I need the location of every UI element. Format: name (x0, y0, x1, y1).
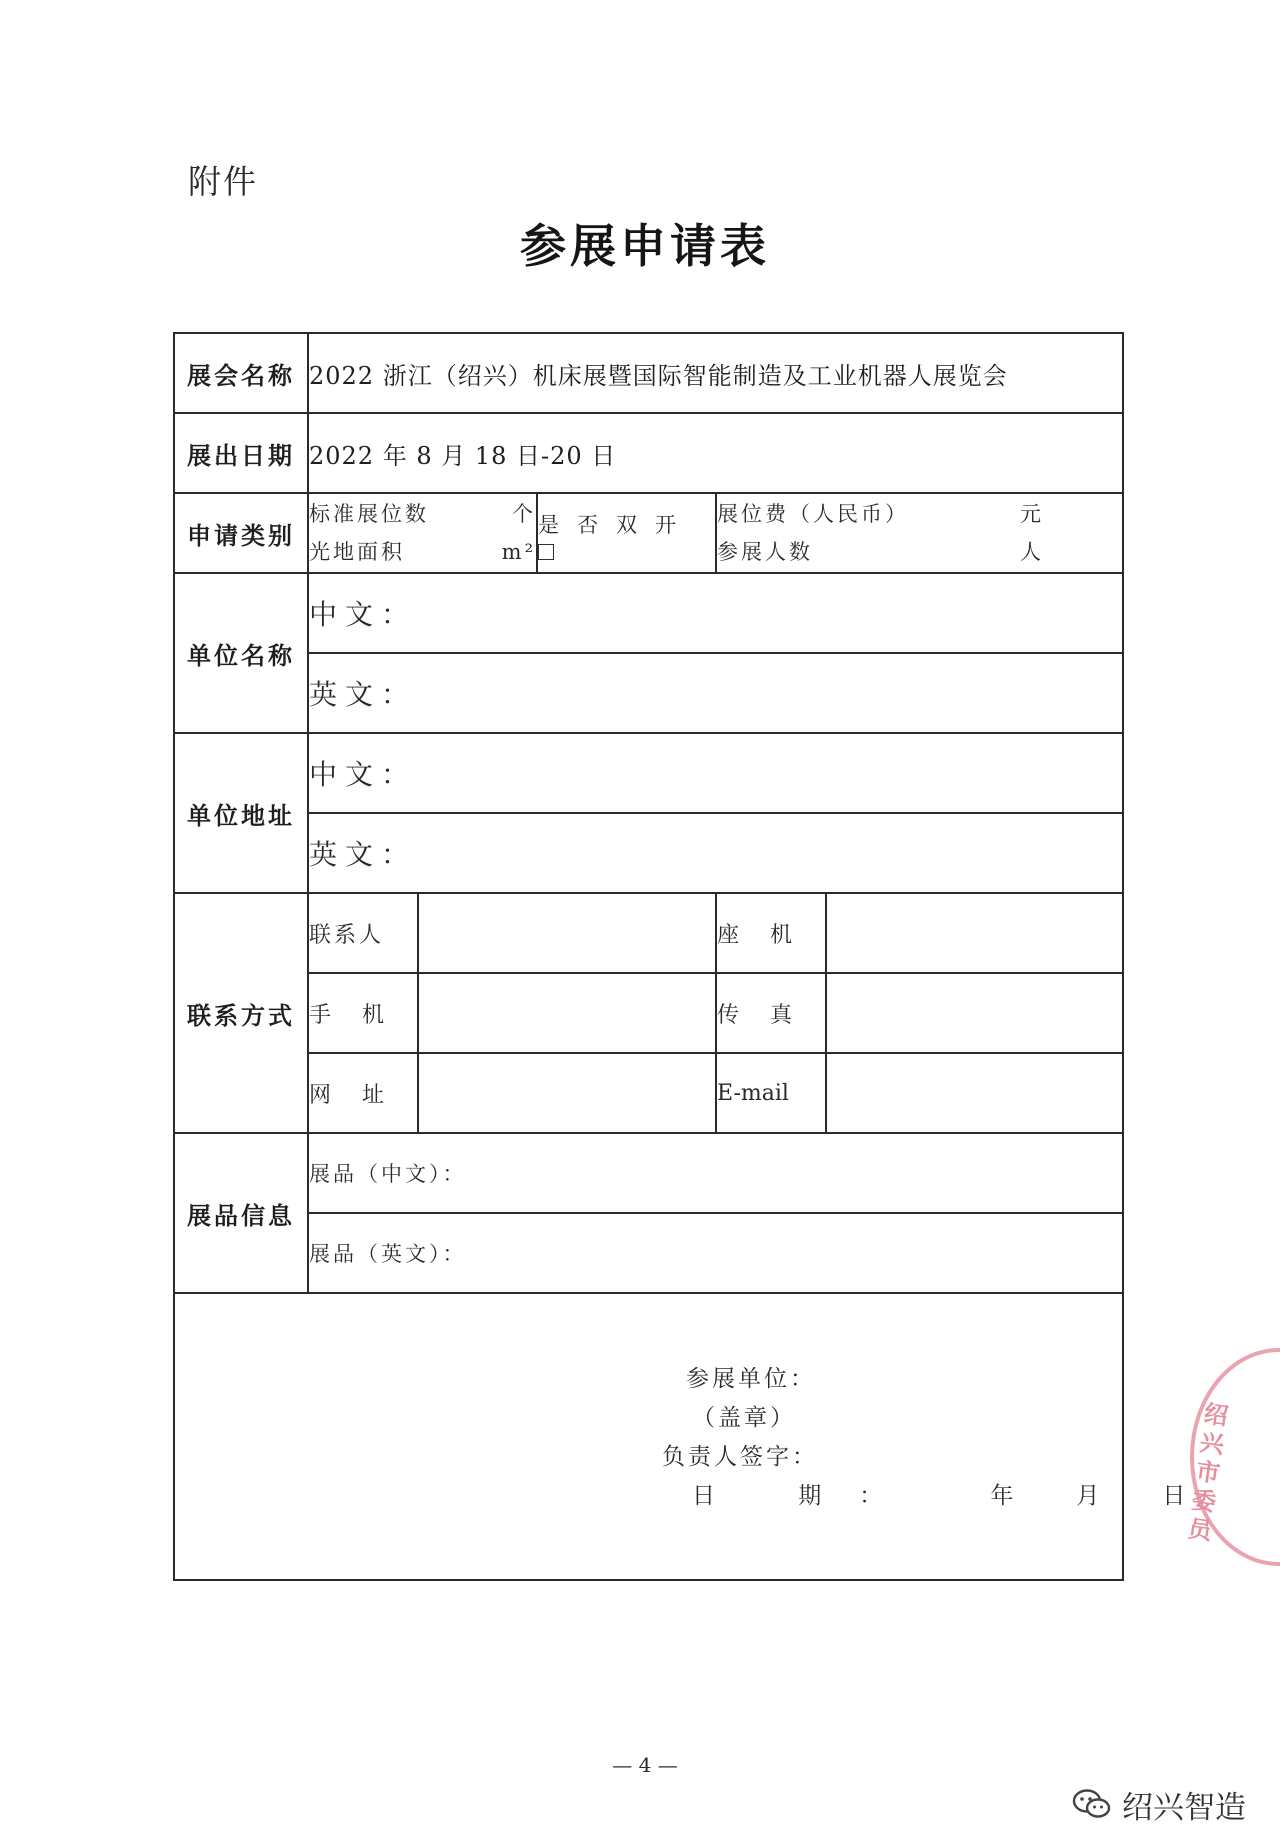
exhibitor-unit-label: 参展单位： (686, 1366, 816, 1392)
mobile-field[interactable] (418, 973, 716, 1053)
email-field[interactable] (826, 1053, 1123, 1133)
email-label: E-mail (716, 1053, 826, 1133)
contact-row-2 (174, 973, 1123, 1053)
attachment-label: 附件 (188, 162, 258, 201)
website-label: 网 址 (308, 1053, 418, 1133)
brand-watermark (1072, 1782, 1246, 1827)
company-name-en-field[interactable]: 英文： (308, 653, 1123, 733)
contact-row-1 (174, 893, 1123, 973)
wechat-icon (1072, 1788, 1112, 1822)
contact-row-3 (174, 1053, 1123, 1133)
brand-name: 绍兴智造 (1122, 1790, 1246, 1826)
company-address-label: 单位地址 (174, 733, 308, 893)
fee-cell[interactable] (716, 493, 1123, 573)
company-address-cn-field[interactable]: 中文： (308, 733, 1123, 813)
sign-month-label: 月 (1076, 1483, 1103, 1509)
exhibition-name-label: 展会名称 (174, 333, 308, 413)
double-open-label: 是否双开 (538, 513, 694, 537)
exhibition-row (174, 333, 1123, 413)
attendees-label: 参展人数 (717, 540, 813, 564)
exhibits-en-row (174, 1213, 1123, 1293)
exhibits-cn-field[interactable]: 展品（中文）： (308, 1133, 1123, 1213)
booth-fee-unit: 元 (1020, 502, 1045, 526)
page-title: 参展申请表 (520, 219, 770, 273)
exhibits-label: 展品信息 (174, 1133, 308, 1293)
page-number: — 4 — (612, 1753, 678, 1777)
standard-booths-unit: 个 (512, 502, 536, 526)
sign-day-label: 日 (1162, 1483, 1189, 1509)
company-address-row (174, 733, 1123, 813)
sign-year-label: 年 (990, 1483, 1017, 1509)
dates-row (174, 413, 1123, 493)
stamp-label: （盖章） (692, 1405, 796, 1431)
exhibits-en-field[interactable]: 展品（英文）： (308, 1213, 1123, 1293)
company-name-row (174, 573, 1123, 653)
dates-label: 展出日期 (174, 413, 308, 493)
sign-date-label: 日 期： (692, 1483, 921, 1509)
fax-field[interactable] (826, 973, 1123, 1053)
booth-fee-label: 展位费（人民币） (717, 502, 909, 526)
exhibits-row (174, 1133, 1123, 1213)
fax-label: 传 真 (716, 973, 826, 1053)
seal-text: 绍兴市委员 (1186, 1398, 1231, 1546)
contact-person-label: 联系人 (308, 893, 418, 973)
contact-label: 联系方式 (174, 893, 308, 1133)
sign-date-row (662, 1477, 1188, 1516)
open-area-label: 光地面积 (309, 540, 405, 564)
dates-value: 2022 年 8 月 18 日-20 日 (308, 413, 1123, 493)
company-name-cn-field[interactable]: 中文： (308, 573, 1123, 653)
landline-field[interactable] (826, 893, 1123, 973)
signature-area (174, 1293, 1189, 1580)
booth-count-cell[interactable] (308, 493, 537, 573)
landline-label: 座 机 (716, 893, 826, 973)
signature-row (174, 1293, 1123, 1580)
open-area-unit: m² (501, 540, 536, 564)
website-field[interactable] (418, 1053, 716, 1133)
exhibition-name-value: 2022 浙江（绍兴）机床展暨国际智能制造及工业机器人展览会 (308, 333, 1123, 413)
company-name-en-row (174, 653, 1123, 733)
category-label: 申请类别 (174, 493, 308, 573)
company-name-label: 单位名称 (174, 573, 308, 733)
standard-booths-label: 标准展位数 (309, 502, 429, 526)
category-row (174, 493, 1123, 573)
signer-label: 负责人签字： (662, 1444, 818, 1470)
contact-person-field[interactable] (418, 893, 716, 973)
double-open-checkbox[interactable] (538, 544, 554, 560)
mobile-label: 手 机 (308, 973, 418, 1053)
company-address-en-row (174, 813, 1123, 893)
application-form (173, 332, 1189, 1581)
company-address-en-field[interactable]: 英文： (308, 813, 1123, 893)
attendees-unit: 人 (1020, 540, 1045, 564)
double-open-cell[interactable] (537, 493, 716, 573)
